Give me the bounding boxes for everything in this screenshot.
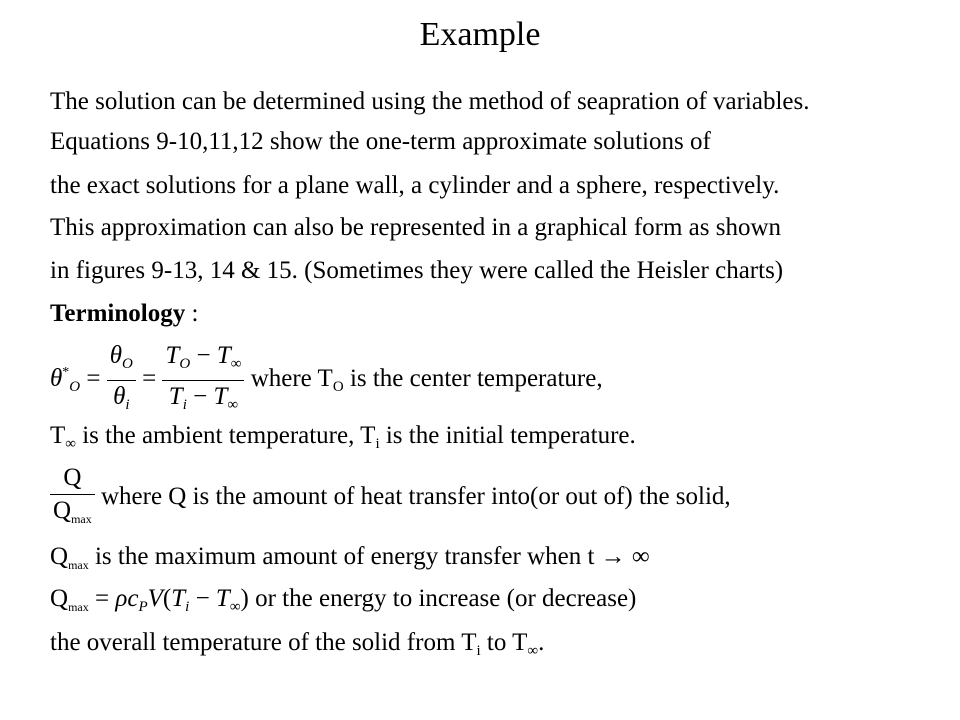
q-definition: $\frac{Q}{Q_{max}}$ where Q is the amount of heat transfer into(or out of) the solid, <box>50 462 731 535</box>
terminology-heading: Terminology : <box>50 300 199 327</box>
paragraph-line-3: the exact solutions for a plane wall, a cylinder and a sphere, respectively. <box>50 172 780 199</box>
paragraph-line-5: in figures 9-13, 14 & 15. (Sometimes they were called the Heisler charts) <box>50 257 784 284</box>
terminology-label: Terminology <box>50 300 186 327</box>
paragraph-line-2: Equations 9-10,11,12 show the one-term approximate solutions of <box>50 128 711 155</box>
q-ratio-fraction: $\frac{Q}{Q_{max}}$ <box>50 462 95 535</box>
temperature-ratio-fraction: $\frac{T_O - T_\infty}{T_i - T_\infty}$ <box>162 340 244 421</box>
final-line: the overall temperature of the solid from $T_i$ to $T_\infty$. <box>50 629 545 659</box>
paragraph-line-1: The solution can be determined using the method of seapration of variables. <box>50 88 810 115</box>
qmax-equation: $Q_{max} = \rho c_PV(T_i - T_\infty)$ or the energy to increase (or decrease) <box>50 585 637 615</box>
ambient-definition: $T_\infty$ is the ambient temperature, $T_i$ is the initial temperature. <box>50 422 636 452</box>
theta-ratio-fraction: $\frac{\theta_O}{\theta_i}$ <box>107 340 136 421</box>
slide-title: Example <box>419 16 541 53</box>
paragraph-line-4: This approximation can also be represented in a graphical form as shown <box>50 214 782 241</box>
qmax-definition: $Q_{max}$ is the maximum amount of energy transfer when t → ∞ <box>50 543 650 572</box>
theta-definition: $\theta^*_O$ = $\frac{\theta_O}{\theta_i}$ = $\frac{T_O - T_\infty}{T_i - T_\infty}$ where $T_O$ is the center temperature, <box>50 340 603 421</box>
